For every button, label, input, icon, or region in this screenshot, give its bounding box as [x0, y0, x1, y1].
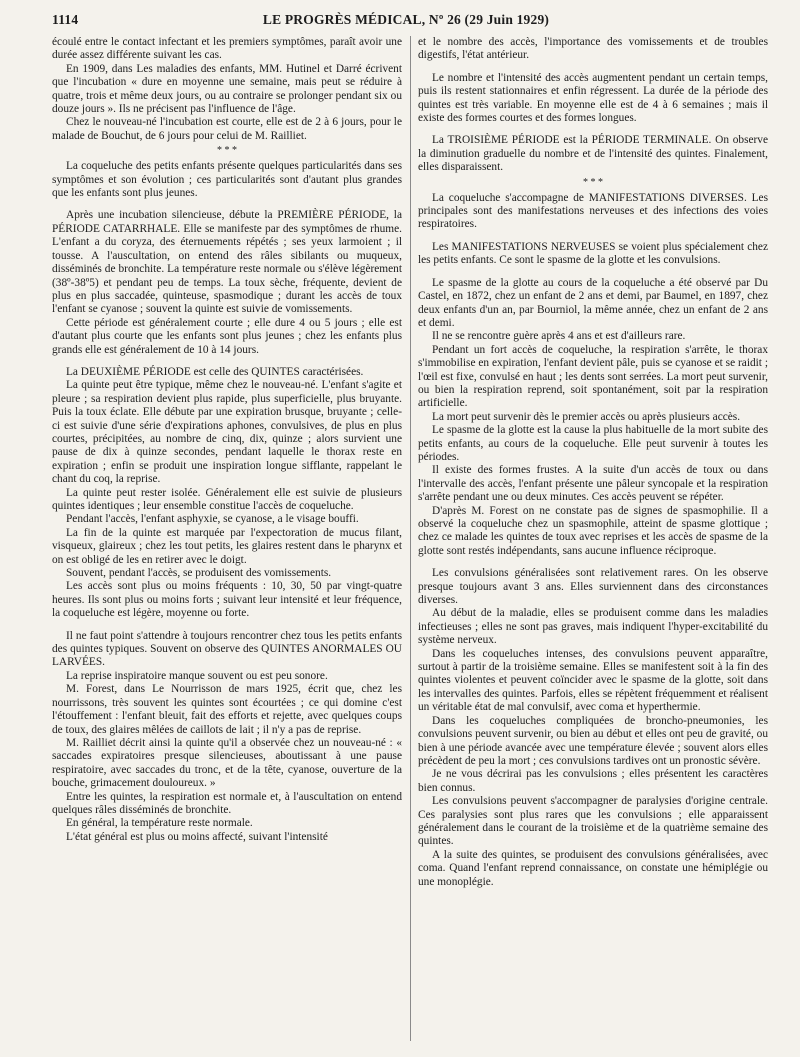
paragraph: Pendant l'accès, l'enfant asphyxie, se cyanose, a le visage bouffi.: [66, 513, 359, 526]
paragraph: Il ne se rencontre guère après 4 ans et est d'ailleurs rare.: [432, 330, 686, 343]
paragraph: Le spasme de la glotte est la cause la plus habituelle de la mort subite des petits enfants, au cours de la coqueluche. Elle peut survenir à toutes les périodes.: [418, 424, 768, 463]
page-header: [52, 12, 760, 36]
paragraph: Le spasme de la glotte au cours de la coqueluche a été observé par Du Castel, en 1872, chez un enfant de 2 ans et demi, par Baumel, en 1897, chez deux enfants d'un an, par Bourniol, la même année, chez un enfant de 2 ans et demi.: [418, 276, 768, 329]
paragraph: La quinte peut être typique, même chez le nouveau-né. L'enfant s'agite et pleure ; sa respiration devient plus rapide, plus superficielle, plus bruyante. Puis la toux éclate. Elle débute par une expiration brusque, bruyante ; celle-ci est suivie d'une série d'expirations aphones, convulsives, de plus en plus courtes, précipitées, au nombre de cinq, dix, quinze ; alors survient une pause de dix à quinze secondes, pendant laquelle le thorax reste en expiration ; enfin se produit une inspiration longue sifflante, rappelant le chant du coq, la reprise.: [52, 379, 402, 486]
column-divider: [410, 36, 411, 1041]
paragraph: Chez le nouveau-né l'incubation est courte, elle est de 2 à 6 jours, pour le malade de Bouchut, de 6 jours pour celui de M. Railliet.: [52, 116, 402, 142]
paragraph: M. Forest, dans Le Nourrisson de mars 1925, écrit que, chez les nourrissons, très souvent les quintes sont écourtées ; ce qui domine c'est l'étouffement : l'enfant bleuit, fait des efforts et rejette, avec quelques coups de toux, des glaires mêlées de caillots de lait ; il n'y a pas de reprise.: [52, 683, 402, 736]
paragraph: Entre les quintes, la respiration est normale et, à l'auscultation on entend quelques râles disséminés de bronchite.: [52, 790, 402, 816]
paragraph: et le nombre des accès, l'importance des vomissements et de troubles digestifs, l'état antérieur.: [418, 36, 768, 62]
paragraph: M. Railliet décrit ainsi la quinte qu'il a observée chez un nouveau-né : « saccades expiratoires presque silencieuses, aboutissant à une pause respiratoire, avec saccades du tronc, et de la tête, cyanose, ouverture de la bouche, grimacement douloureux. »: [52, 736, 402, 790]
paragraph: Dans les coqueluches intenses, des convulsions peuvent apparaître, surtout à partir de la troisième semaine. Elles se manifestent soit à la fin des quintes violentes et peuvent coïncider avec le spasme de la glotte, soit dans les intervalles des quintes. Parfois, elles se répètent fréquemment et réalisent un véritable état de mal convulsif, avec coma et hyperthermie.: [418, 647, 768, 714]
paragraph: La fin de la quinte est marquée par l'expectoration de mucus filant, visqueux, glaireux ; chez les tout petits, les glaires restent dans le pharynx et on est obligé de les en retirer avec le doigt.: [52, 526, 402, 566]
section-separator: * * *: [583, 176, 603, 188]
paragraph: Il existe des formes frustes. A la suite d'un accès de toux ou dans l'intervalle des accès, l'enfant présente une pâleur syncopale et la respiration s'arrête pendant une ou deux minutes. Ces accès peuvent se répéter.: [418, 464, 768, 504]
right-column: [418, 36, 768, 1046]
section-separator: * * *: [217, 145, 237, 157]
paragraph: La reprise inspiratoire manque souvent ou est peu sonore.: [66, 669, 328, 682]
paragraph: Il ne faut point s'attendre à toujours rencontrer chez tous les petits enfants des quintes typiques. Souvent on observe des QUINTES ANORMALES OU LARVÉES.: [52, 629, 402, 669]
paragraph: Je ne vous décrirai pas les convulsions ; elles présentent les caractères bien connus.: [418, 768, 768, 794]
paragraph: La TROISIÈME PÉRIODE est la PÉRIODE TERMINALE. On observe la diminution graduelle du nombre et de l'intensité des quintes. Finalement, elles disparaissent.: [418, 134, 768, 174]
paragraph: La mort peut survenir dès le premier accès ou après plusieurs accès.: [432, 410, 741, 423]
paragraph: La DEUXIÈME PÉRIODE est celle des QUINTES caractérisées.: [66, 365, 364, 378]
paragraph: Après une incubation silencieuse, débute la PREMIÈRE PÉRIODE, la PÉRIODE CATARRHALE. Elle se manifeste par des symptômes de rhume. L'enfant a du coryza, des éternuements répétés ; ses yeux larmoient ; il tousse. A l'auscultation, on entend des râles sibilants ou muqueux, disséminés de bronchite. La température reste normale ou s'élève légèrement (38º-38º5) et pendant peu de temps. La toux sèche, fréquente, devient de plus en plus saccadée, quinteuse, spasmodique ; durant les accès de toux l'enfant se cyanose ; souvent la quinte est suivie de vomissements.: [52, 209, 402, 316]
paragraph: Au début de la maladie, elles se produisent comme dans les maladies infectieuses ; elles ne sont pas graves, mais indiquent l'hyper-excitabilité du système nerveux.: [418, 607, 768, 647]
paragraph: Les MANIFESTATIONS NERVEUSES se voient plus spécialement chez les petits enfants. Ce sont le spasme de la glotte et les convulsions.: [418, 240, 768, 267]
page-number: 1114: [52, 12, 79, 27]
paragraph: La coqueluche s'accompagne de MANIFESTATIONS DIVERSES. Les principales sont des manifestations nerveuses et des infections des voies respiratoires.: [418, 191, 768, 231]
paragraph: Les accès sont plus ou moins fréquents : 10, 30, 50 par vingt-quatre heures. Ils sont plus ou moins forts ; suivant leur intensité et leur fréquence, la coqueluche est légère, moyenne ou forte.: [52, 580, 402, 620]
paragraph: Pendant un fort accès de coqueluche, la respiration s'arrête, le thorax s'immobilise en expiration, l'enfant devient pâle, puis se cyanose et se raidit ; l'œil est fixe, convulsé en haut ; les dents sont serrées. La mort peut survenir, ou bien la respiration reprend, soit spontanément, soit par la respiration artificielle.: [418, 343, 768, 410]
paragraph: D'après M. Forest on ne constate pas de signes de spasmophilie. Il a observé la coqueluche chez un spasmophile, atteint de spasme glottique ; chez ce malade les quintes de toux avec reprises et les accès de spasme de la glotte sont restés indépendants, sans aucune influence réciproque.: [418, 504, 768, 557]
paragraph: En général, la température reste normale.: [66, 817, 253, 830]
paragraph: écoulé entre le contact infectant et les premiers symptômes, paraît avoir une durée assez différente suivant les cas.: [52, 36, 402, 62]
paragraph: En 1909, dans Les maladies des enfants, MM. Hutinel et Darré écrivent que l'incubation « dure en moyenne une semaine, mais peut se réduire à quatre, trois et même deux jours, ou au contraire se prolonger pendant six ou douze jours ». Ils ne précisent pas l'influence de l'âge.: [52, 62, 402, 116]
paragraph: Les convulsions peuvent s'accompagner de paralysies d'origine centrale. Ces paralysies sont plus rares que les convulsions ; elle apparaissent généralement dans le courant de la troisième et de la quatrième semaine des quintes.: [418, 795, 768, 848]
left-column: [52, 36, 402, 1046]
paragraph: Dans les coqueluches compliquées de broncho-pneumonies, les convulsions peuvent survenir, ou bien au début et elles ont peu de gravité, ou bien à une période avancée avec une température élevée ; souvent alors elles précèdent de peu la mort ; ces convulsions tardives ont un pronostic sévère.: [418, 714, 768, 767]
paragraph: Cette période est généralement courte ; elle dure 4 ou 5 jours ; elle est d'autant plus courte que les enfants sont plus jeunes ; chez les enfants plus grands elle est généralement de 10 à 14 jours.: [52, 316, 402, 356]
paragraph: La coqueluche des petits enfants présente quelques particularités dans ses symptômes et son évolution ; ces particularités sont d'autant plus grandes que les enfants sont plus jeunes.: [52, 160, 402, 200]
paragraph: Souvent, pendant l'accès, se produisent des vomissements.: [66, 567, 332, 580]
paragraph: Le nombre et l'intensité des accès augmentent pendant un certain temps, puis ils restent stationnaires et enfin régressent. La durée de la période des quintes est très variable. En moyenne elle est de 4 à 6 semaines ; mais il existe des formes courtes et des formes longues.: [418, 71, 768, 125]
paragraph: A la suite des quintes, se produisent des convulsions généralisées, avec coma. Quand l'enfant reprend connaissance, on constate une hémiplégie ou une monoplégie.: [418, 848, 768, 888]
paragraph: L'état général est plus ou moins affecté, suivant l'intensité: [66, 830, 328, 843]
journal-title: LE PROGRÈS MÉDICAL, Nº 26 (29 Juin 1929): [262, 12, 550, 27]
paragraph: La quinte peut rester isolée. Généralement elle est suivie de plusieurs quintes identiques ; leur ensemble constitue l'accès de coqueluche.: [52, 486, 402, 512]
paragraph: Les convulsions généralisées sont relativement rares. On les observe presque toujours avant 3 ans. Elles surviennent dans des circonstances diverses.: [418, 567, 768, 607]
